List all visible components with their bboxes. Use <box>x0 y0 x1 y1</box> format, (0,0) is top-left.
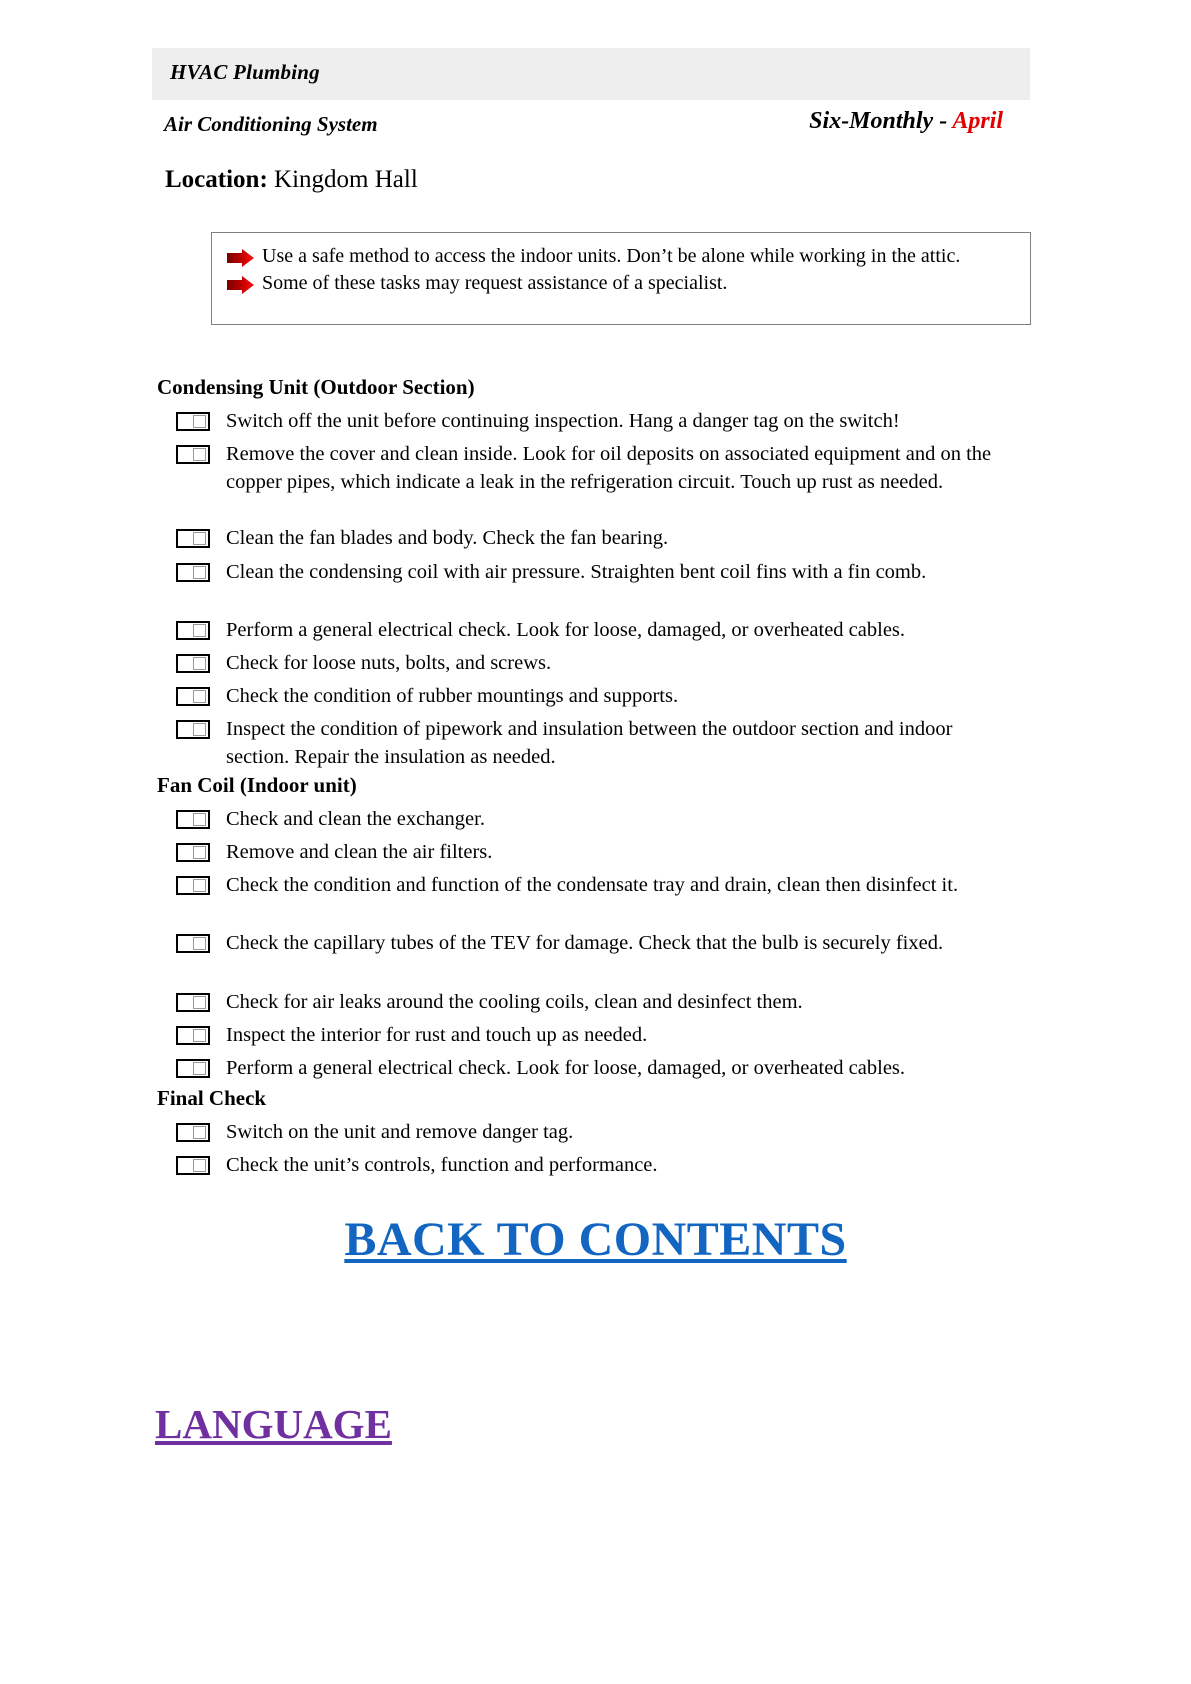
checkbox-icon[interactable] <box>176 720 210 739</box>
document-period <box>809 108 1003 135</box>
checklist-item-label: Check and clean the exchanger. <box>226 808 485 830</box>
checkbox-icon[interactable] <box>176 563 210 582</box>
checklist-item[interactable] <box>176 806 996 834</box>
header-band-title: HVAC Plumbing <box>170 60 320 84</box>
checklist-item-label: Clean the fan blades and body. Check the fan bearing. <box>226 527 669 549</box>
checklist-item-label: Check the unit’s controls, function and performance. <box>226 1154 658 1176</box>
back-to-contents-link[interactable]: BACK TO CONTENTS <box>344 1213 847 1266</box>
warning-item <box>212 270 1030 297</box>
checklist-item[interactable] <box>176 650 996 678</box>
checklist-item[interactable] <box>176 408 996 436</box>
checklist-item[interactable] <box>176 683 996 711</box>
safety-warning-box <box>211 232 1031 325</box>
checkbox-icon[interactable] <box>176 1123 210 1142</box>
period-prefix: Six-Monthly - <box>809 108 953 134</box>
warning-item-text: Some of these tasks may request assistance of a specialist. <box>262 272 728 294</box>
header-band <box>152 48 1030 100</box>
checklist-item-label: Perform a general electrical check. Look for loose, damaged, or overheated cables. <box>226 1057 906 1079</box>
checkbox-icon[interactable] <box>176 445 210 464</box>
period-month: April <box>952 108 1003 134</box>
location-line <box>165 166 418 194</box>
checkbox-icon[interactable] <box>176 687 210 706</box>
checkbox-icon[interactable] <box>176 529 210 548</box>
checklist-item[interactable] <box>176 1119 996 1147</box>
checklist-item[interactable] <box>176 617 996 645</box>
checkbox-icon[interactable] <box>176 934 210 953</box>
warning-item <box>212 243 1030 270</box>
checklist-item[interactable] <box>176 441 996 496</box>
red-arrow-icon <box>227 248 255 266</box>
checkbox-icon[interactable] <box>176 1026 210 1045</box>
checklist-item-label: Inspect the condition of pipework and insulation between the outdoor section and indoor section. Repair the insulation as needed. <box>226 718 953 768</box>
checklist-item-label: Check the capillary tubes of the TEV for damage. Check that the bulb is securely fixed. <box>226 932 944 954</box>
checklist-item-label: Check the condition and function of the condensate tray and drain, clean then disinfect it. <box>226 874 959 896</box>
checkbox-icon[interactable] <box>176 654 210 673</box>
checkbox-icon[interactable] <box>176 621 210 640</box>
checkbox-icon[interactable] <box>176 1156 210 1175</box>
warning-item-text: Use a safe method to access the indoor units. Don’t be alone while working in the attic. <box>262 245 961 267</box>
checklist-item-label: Switch on the unit and remove danger tag. <box>226 1121 574 1143</box>
checklist-item[interactable] <box>176 1152 996 1180</box>
checklist-item[interactable] <box>176 525 996 553</box>
location-value: Kingdom Hall <box>267 166 418 193</box>
checklist-item-label: Remove and clean the air filters. <box>226 841 493 863</box>
checklist-item[interactable] <box>176 872 966 900</box>
checklist-item-label: Check for air leaks around the cooling coils, clean and desinfect them. <box>226 991 803 1013</box>
checkbox-icon[interactable] <box>176 1059 210 1078</box>
checkbox-icon[interactable] <box>176 412 210 431</box>
document-title-row <box>164 108 1030 142</box>
section-heading-condensing-unit: Condensing Unit (Outdoor Section) <box>157 375 475 399</box>
section-heading-final-check: Final Check <box>157 1086 267 1110</box>
section-heading-fan-coil: Fan Coil (Indoor unit) <box>157 773 357 797</box>
checkbox-icon[interactable] <box>176 810 210 829</box>
checklist-item-label: Remove the cover and clean inside. Look for oil deposits on associated equipment and on the copper pipes, which indicate a leak in the refrigeration circuit. Touch up rust as needed. <box>226 443 992 493</box>
language-link[interactable]: LANGUAGE <box>155 1401 392 1447</box>
location-label: Location: <box>165 166 268 193</box>
checklist-item-label: Inspect the interior for rust and touch up as needed. <box>226 1024 648 1046</box>
checklist-item[interactable] <box>176 930 996 958</box>
checklist-item-label: Perform a general electrical check. Look for loose, damaged, or overheated cables. <box>226 619 906 641</box>
red-arrow-icon <box>227 275 255 293</box>
checklist-item-label: Clean the condensing coil with air pressure. Straighten bent coil fins with a fin comb. <box>226 561 927 583</box>
checklist-item[interactable] <box>176 1022 996 1050</box>
checkbox-icon[interactable] <box>176 876 210 895</box>
checklist-item[interactable] <box>176 559 996 587</box>
checklist-item[interactable] <box>176 839 996 867</box>
checklist-item-label: Check the condition of rubber mountings and supports. <box>226 685 679 707</box>
checklist-item[interactable] <box>176 1055 996 1083</box>
document-subject: Air Conditioning System <box>164 112 378 136</box>
checkbox-icon[interactable] <box>176 843 210 862</box>
checklist-item[interactable] <box>176 989 996 1017</box>
checklist-item-label: Check for loose nuts, bolts, and screws. <box>226 652 552 674</box>
checklist-item-label: Switch off the unit before continuing inspection. Hang a danger tag on the switch! <box>226 410 900 432</box>
checklist-item[interactable] <box>176 716 996 771</box>
checkbox-icon[interactable] <box>176 993 210 1012</box>
